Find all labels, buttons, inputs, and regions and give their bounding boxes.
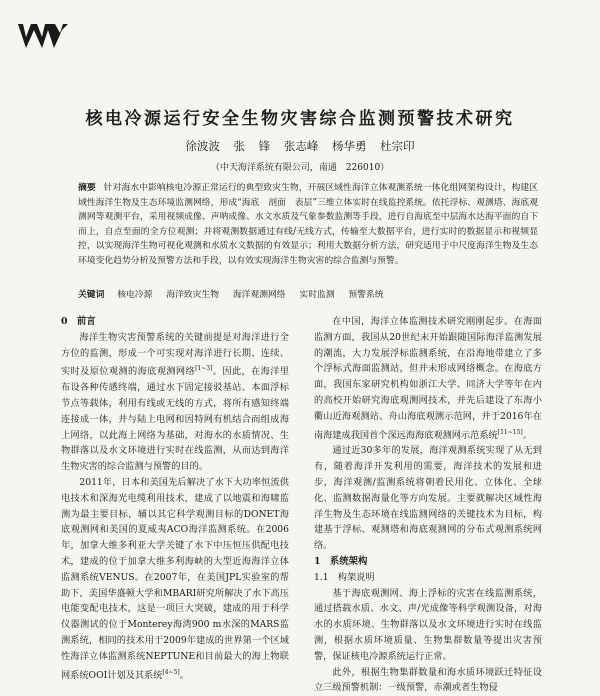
body-paragraph — [61, 330, 289, 475]
paragraph-text: 。 — [179, 669, 189, 681]
paragraph-text: 海洋生物灾害预警系统的关键前提是对海洋进行全方位的监测，形成一个可实现对海洋进行长期、连续、实时及原位观测的海底观测网络 — [61, 331, 289, 378]
author: 张志峰 — [283, 139, 319, 153]
abstract-text: 针对海水中影响核电冷源正常运行的典型致灾生物，开展区域性海洋立体观测系统一体化组网架构设计，构建区域性海洋生物及生态环境监测网络，形成“海底 剖面 表层”三维立体实时在线监控系统。依托浮标、观测塔、海底观测网等观测平台，采用视频成像、声呐成像、水文水质及气象参数监测等手段，进行自海底至中层海水达海平面的自下而上，自点至面的全方位观测；并将观测数据通过有线/无线方式，传输至大数据平台，进行实时的数据显示和视频显控，以实现海洋生物可视化观测和水质水文数据的有效显示；利用大数据分析方法，研究适用于中尺度海洋生物及生态环境变化趋势分析及预警方法和手段，以有效实现海洋生物灾害的综合监测与预警。 — [78, 183, 538, 266]
paragraph-text: 2011年，日本和美国先后解决了水下大功率恒流供电技术和深海光电缆利用技术，建成了以地震和海啸监测为最主要目标，辅以其它科学观测目标的DONET海底观测网和美国的夏威夷ACO海洋监测系统。在2006年，加拿大维多利亚大学关键了水下中压恒压供配电技术，建成的位于加拿大维多利海峡的大型近海海洋立体监测系统VENUS。在2007年，在美国JPL实验室的帮助下，美国华盛顿大学和MBARI研究所解决了水下高压电能变配电技术，这是一项巨大突破，建成的用于科学仪器测试的位于Monterey海湾900 m水深的MARS监测系统，相同的技术用于2009年建成的世界第一个区域性海洋立体监测系统NEPTUNE和目前最大的海上物联网系统OOI计划及其系统 — [61, 477, 289, 681]
abstract — [78, 181, 538, 268]
body-paragraph: 基于海底观测网、海上浮标的灾害在线监测系统，通过搭载水质、水文、声/光成像等科学观测设备，对海水的水质环境、生物群落以及水文环境进行实时在线监测，根据水质环境质量、生物集群数量等提出灾害预警，保证核电冷源系统运行正常。 — [314, 587, 542, 662]
abstract-label: 摘要 — [78, 183, 96, 193]
paragraph-text: 。因此，在海洋里布设各种传感终端，通过水下固定接驳基站、本面浮标节点等载体，利用有线或无线的方式，将所有感知终端连接成一体，并与陆上电网和因特网有机结合而组成海上网络，以此海上网络为基础，对海水的水质情况、生物群落以及水文环境进行实时在线监测，从而达到海洋生物灾害的综合监测与预警的目的。 — [61, 366, 290, 473]
keyword: 海洋观测网络 — [232, 290, 286, 300]
body-paragraph — [61, 475, 289, 683]
citation: [1~3] — [195, 365, 213, 373]
citation: [4~5] — [162, 668, 180, 676]
author: 张 锋 — [233, 139, 271, 153]
affiliation: （中天海洋系统有限公司，南通 226010） — [210, 163, 390, 173]
section-heading: 0 前言 — [61, 316, 96, 327]
body-column-right — [314, 314, 542, 696]
keyword: 预警系统 — [348, 290, 384, 300]
keywords — [78, 287, 538, 300]
paper-title: 核电冷源运行安全生物灾害综合监测预警技术研究 — [85, 109, 515, 129]
keyword: 实时监测 — [299, 290, 335, 300]
body-paragraph: 通过近30多年的发展，海洋观测系统实现了从无到有，随着海洋开发利用的需要，海洋技术的发展和进步，海洋观测/监测系统将朝着民用化、立体化、全球化、监测数据海量化等方向发展。主要就解决区域性海洋生物及生态环境在线监测网络的关键技术为目标，构建基于浮标、观测塔和海底观测网的分布式观测系统网络。 — [314, 445, 542, 552]
author: 徐波波 — [185, 139, 220, 153]
keyword: 核电冷源 — [117, 290, 153, 300]
citation: [11~15] — [497, 428, 523, 436]
body-paragraph: 此外，根据生物集群数量和海水质环境跃迁特征设立三级预警机制：一级预警，赤潮或者生物侵 — [314, 666, 542, 694]
paragraph-text: 在中国，海洋立体监测技术研究刚刚起步。在海面监测方面，我国从20世纪末开始跟随国际海洋监测发展的潮流，大力发展浮标监测系统，在沿海地带建立了多个浮标式海面监测站，但并未形成网络概念。在海底方面，我国东家研究机构如浙江大学、同济大学等年在内的高校开始研究海底观测网技术，并先后建设了东海小衢山近海观测站、舟山海底观测示范网，并于2016年在南海建成我国首个深远海海底观测网示范系统 — [314, 316, 542, 441]
keyword: 海洋致灾生物 — [166, 290, 219, 300]
journal-logo — [16, 18, 70, 52]
subsection-heading: 1.1 构架说明 — [314, 571, 375, 583]
body-paragraph — [314, 314, 542, 443]
body-column-left — [61, 314, 289, 683]
author-list — [0, 138, 600, 154]
author: 杨华勇 — [331, 139, 367, 153]
paragraph-text: 。 — [522, 429, 532, 441]
keywords-label: 关键词 — [78, 290, 105, 300]
author: 杜宗印 — [380, 139, 415, 153]
section-heading: 1 系统架构 — [314, 556, 368, 568]
